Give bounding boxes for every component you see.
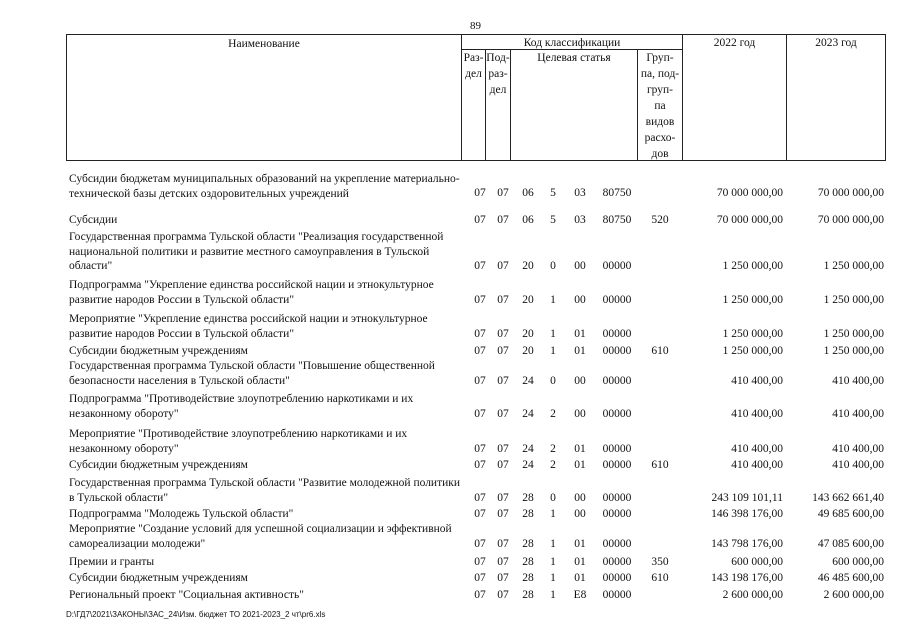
row-target-1: 20 (522, 260, 534, 272)
table-row (0, 344, 905, 358)
header-razdel: Раз- дел (461, 49, 486, 161)
row-razdel: 07 (474, 375, 486, 387)
row-target-2: 0 (550, 492, 556, 504)
row-vid: 610 (651, 345, 669, 357)
row-2022: 146 398 176,00 (711, 508, 783, 520)
row-2023: 70 000 000,00 (817, 214, 884, 226)
row-razdel: 07 (474, 328, 486, 340)
row-target-1: 28 (522, 508, 534, 520)
row-2023: 600 000,00 (832, 556, 884, 568)
row-target-3: 01 (574, 443, 586, 455)
table-row (0, 278, 905, 308)
table-row (0, 230, 905, 274)
row-2023: 1 250 000,00 (823, 345, 884, 357)
row-2022: 410 400,00 (731, 408, 783, 420)
row-razdel: 07 (474, 408, 486, 420)
row-target-4: 00000 (602, 443, 632, 455)
row-target-4: 80750 (602, 214, 632, 226)
header-2022: 2022 год (682, 34, 787, 161)
row-2023: 46 485 600,00 (817, 572, 884, 584)
row-2023: 410 400,00 (832, 375, 884, 387)
row-2022: 1 250 000,00 (722, 294, 783, 306)
row-target-2: 5 (550, 214, 556, 226)
row-2022: 1 250 000,00 (722, 345, 783, 357)
table-row (0, 522, 905, 552)
row-2023: 1 250 000,00 (823, 294, 884, 306)
row-podrazdel: 07 (497, 443, 509, 455)
row-name: Региональный проект "Социальная активность" (69, 589, 304, 601)
row-podrazdel: 07 (497, 408, 509, 420)
row-target-4: 00000 (602, 345, 632, 357)
row-podrazdel: 07 (497, 556, 509, 568)
header-target: Целевая статья (510, 49, 638, 161)
row-target-4: 00000 (602, 328, 632, 340)
row-target-1: 24 (522, 375, 534, 387)
row-razdel: 07 (474, 214, 486, 226)
row-2023: 143 662 661,40 (812, 492, 884, 504)
row-razdel: 07 (474, 589, 486, 601)
row-name: Подпрограмма "Молодежь Тульской области" (69, 508, 294, 520)
row-target-3: 00 (574, 260, 586, 272)
row-target-2: 5 (550, 187, 556, 199)
row-target-4: 00000 (602, 492, 632, 504)
row-podrazdel: 07 (497, 492, 509, 504)
table-row (0, 458, 905, 472)
row-target-3: 01 (574, 538, 586, 550)
header-podrazdel: Под- раз- дел (485, 49, 511, 161)
row-2022: 1 250 000,00 (722, 260, 783, 272)
row-2022: 143 198 176,00 (711, 572, 783, 584)
row-name: Подпрограмма "Укрепление единства российской нации и этнокультурное развитие народов России в Тульской области" (69, 279, 434, 306)
row-target-2: 2 (550, 408, 556, 420)
row-vid: 610 (651, 572, 669, 584)
row-2023: 47 085 600,00 (817, 538, 884, 550)
row-target-1: 28 (522, 589, 534, 601)
row-razdel: 07 (474, 187, 486, 199)
table-row (0, 476, 905, 506)
table-row (0, 312, 905, 342)
page-number: 89 (470, 20, 481, 32)
row-target-3: 01 (574, 459, 586, 471)
row-vid: 520 (651, 214, 669, 226)
row-target-2: 1 (550, 538, 556, 550)
row-target-1: 28 (522, 572, 534, 584)
row-target-4: 00000 (602, 572, 632, 584)
row-target-1: 24 (522, 443, 534, 455)
row-podrazdel: 07 (497, 187, 509, 199)
row-target-1: 28 (522, 556, 534, 568)
row-name: Премии и гранты (69, 556, 155, 568)
row-razdel: 07 (474, 345, 486, 357)
table-row (0, 588, 905, 602)
row-target-4: 00000 (602, 294, 632, 306)
row-2022: 70 000 000,00 (716, 187, 783, 199)
row-target-3: 01 (574, 345, 586, 357)
row-target-4: 00000 (602, 459, 632, 471)
row-target-2: 1 (550, 328, 556, 340)
row-target-1: 20 (522, 294, 534, 306)
row-target-2: 1 (550, 589, 556, 601)
row-podrazdel: 07 (497, 328, 509, 340)
header-code-group: Код классификации (461, 34, 683, 50)
row-2023: 1 250 000,00 (823, 260, 884, 272)
row-target-2: 0 (550, 260, 556, 272)
row-name: Государственная программа Тульской области "Реализация государственной национальной политики и развитие местного самоуправления в Тульской области" (69, 231, 444, 272)
row-target-2: 1 (550, 556, 556, 568)
row-target-1: 24 (522, 459, 534, 471)
row-podrazdel: 07 (497, 260, 509, 272)
row-target-2: 1 (550, 345, 556, 357)
row-target-3: 01 (574, 572, 586, 584)
row-target-3: 00 (574, 508, 586, 520)
row-target-4: 00000 (602, 508, 632, 520)
table-row (0, 571, 905, 585)
row-2022: 1 250 000,00 (722, 328, 783, 340)
row-razdel: 07 (474, 538, 486, 550)
row-target-2: 1 (550, 508, 556, 520)
row-target-4: 00000 (602, 260, 632, 272)
row-name: Субсидии (69, 214, 118, 226)
row-target-4: 00000 (602, 589, 632, 601)
row-target-3: 00 (574, 492, 586, 504)
row-podrazdel: 07 (497, 214, 509, 226)
row-podrazdel: 07 (497, 589, 509, 601)
row-name: Государственная программа Тульской области "Развитие молодежной политики в Тульской области" (69, 477, 461, 504)
row-target-1: 28 (522, 492, 534, 504)
row-target-1: 28 (522, 538, 534, 550)
header-vid: Груп- па, под- груп- па видов расхо- дов (637, 49, 683, 161)
row-name: Субсидии бюджетным учреждениям (69, 345, 248, 357)
row-vid: 610 (651, 459, 669, 471)
table-row (0, 172, 905, 201)
row-razdel: 07 (474, 492, 486, 504)
row-target-3: 03 (574, 214, 586, 226)
row-target-1: 20 (522, 328, 534, 340)
row-target-3: 03 (574, 187, 586, 199)
row-target-1: 20 (522, 345, 534, 357)
row-2022: 243 109 101,11 (711, 492, 783, 504)
row-name: Мероприятие "Создание условий для успешной социализации и эффективной самореализации молодежи" (69, 523, 452, 550)
row-name: Субсидии бюджетным учреждениям (69, 459, 248, 471)
header-2023: 2023 год (786, 34, 886, 161)
footer-path: D:\ГД7\2021\ЗАКОНЫ\ЗАС_24\Изм. бюджет ТО 2021-2023_2 чт\pr6.xls (66, 610, 326, 619)
row-razdel: 07 (474, 508, 486, 520)
row-2023: 410 400,00 (832, 408, 884, 420)
row-podrazdel: 07 (497, 345, 509, 357)
row-podrazdel: 07 (497, 375, 509, 387)
row-podrazdel: 07 (497, 572, 509, 584)
header-name: Наименование (66, 34, 462, 161)
row-2022: 70 000 000,00 (716, 214, 783, 226)
row-2023: 70 000 000,00 (817, 187, 884, 199)
row-name: Субсидии бюджетам муниципальных образований на укрепление материально-технической базы детских оздоровительных учреждений (69, 173, 460, 200)
row-target-4: 00000 (602, 556, 632, 568)
row-2022: 143 798 176,00 (711, 538, 783, 550)
table-row (0, 359, 905, 389)
table-row (0, 213, 905, 227)
row-razdel: 07 (474, 556, 486, 568)
row-target-4: 80750 (602, 187, 632, 199)
row-target-2: 2 (550, 459, 556, 471)
row-target-2: 0 (550, 375, 556, 387)
row-target-3: 00 (574, 294, 586, 306)
row-target-3: E8 (573, 589, 587, 601)
row-target-3: 01 (574, 556, 586, 568)
row-2023: 1 250 000,00 (823, 328, 884, 340)
table-row (0, 392, 905, 422)
row-razdel: 07 (474, 459, 486, 471)
row-razdel: 07 (474, 294, 486, 306)
row-target-4: 00000 (602, 538, 632, 550)
table-row (0, 427, 905, 457)
row-target-4: 00000 (602, 408, 632, 420)
row-target-1: 06 (522, 214, 534, 226)
row-target-2: 1 (550, 294, 556, 306)
row-2022: 600 000,00 (731, 556, 783, 568)
row-name: Подпрограмма "Противодействие злоупотреблению наркотиками и их незаконному обороту" (69, 393, 414, 420)
row-podrazdel: 07 (497, 508, 509, 520)
row-razdel: 07 (474, 260, 486, 272)
row-2022: 410 400,00 (731, 459, 783, 471)
row-vid: 350 (651, 556, 669, 568)
row-name: Мероприятие "Противодействие злоупотреблению наркотиками и их незаконному обороту" (69, 428, 408, 455)
row-2022: 410 400,00 (731, 443, 783, 455)
row-2023: 49 685 600,00 (817, 508, 884, 520)
row-target-2: 1 (550, 572, 556, 584)
row-target-3: 00 (574, 408, 586, 420)
row-target-4: 00000 (602, 375, 632, 387)
table-row (0, 507, 905, 521)
row-target-2: 2 (550, 443, 556, 455)
row-razdel: 07 (474, 572, 486, 584)
row-name: Государственная программа Тульской области "Повышение общественной безопасности населения в Тульской области" (69, 360, 435, 387)
row-2022: 410 400,00 (731, 375, 783, 387)
row-2023: 410 400,00 (832, 459, 884, 471)
row-name: Субсидии бюджетным учреждениям (69, 572, 248, 584)
row-target-3: 01 (574, 328, 586, 340)
row-podrazdel: 07 (497, 459, 509, 471)
row-name: Мероприятие "Укрепление единства российской нации и этнокультурное развитие народов России в Тульской области" (69, 313, 428, 340)
row-target-1: 24 (522, 408, 534, 420)
row-podrazdel: 07 (497, 294, 509, 306)
row-razdel: 07 (474, 443, 486, 455)
row-target-1: 06 (522, 187, 534, 199)
row-2022: 2 600 000,00 (722, 589, 783, 601)
row-2023: 410 400,00 (832, 443, 884, 455)
table-row (0, 555, 905, 569)
row-2023: 2 600 000,00 (823, 589, 884, 601)
row-podrazdel: 07 (497, 538, 509, 550)
row-target-3: 00 (574, 375, 586, 387)
